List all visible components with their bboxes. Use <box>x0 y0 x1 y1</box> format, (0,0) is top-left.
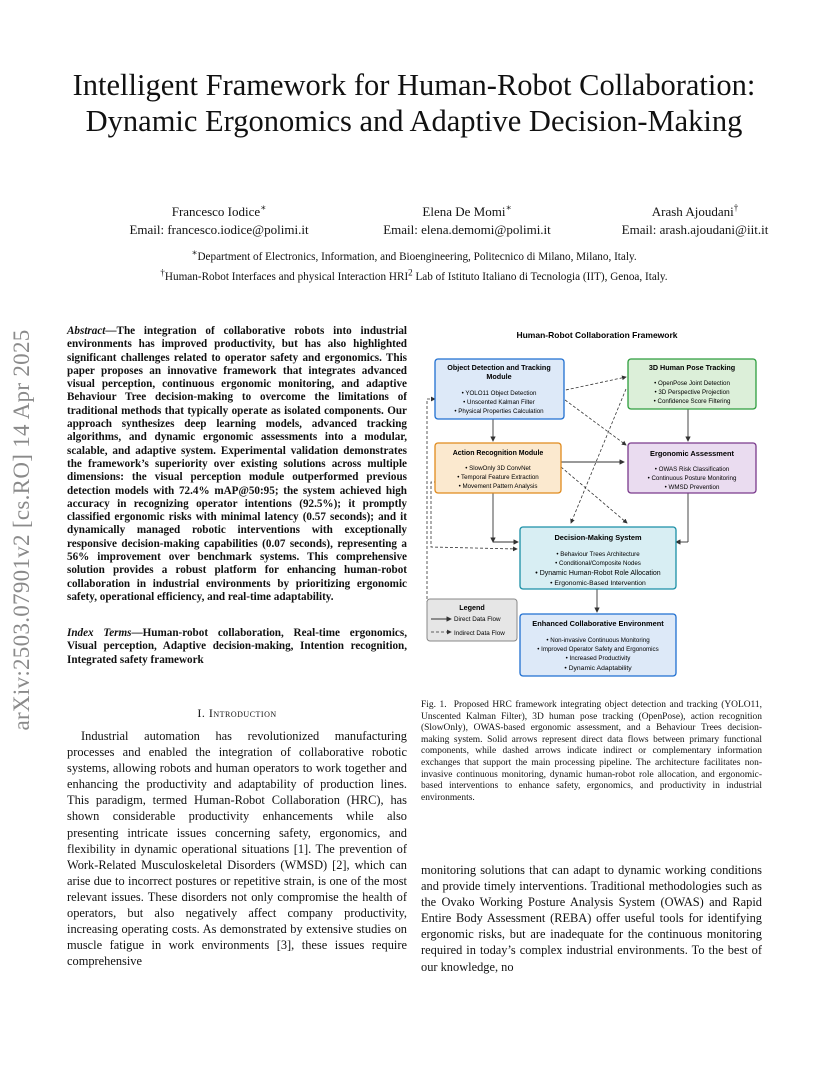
enhanced-title: Enhanced Collaborative Environment <box>532 619 664 628</box>
action-item: • Temporal Feature Extraction <box>457 474 539 481</box>
decision-item: • Conditional/Composite Nodes <box>555 560 641 567</box>
abstract-label: Abstract <box>67 325 106 337</box>
framework-figure <box>421 327 767 687</box>
action-box <box>435 443 561 493</box>
action-item: • Movement Pattern Analysis <box>458 483 538 490</box>
ergonomic-title: Ergonomic Assessment <box>650 449 734 458</box>
affiliation-mark: † <box>160 267 165 278</box>
index-terms-text: —Human-robot collaboration, Real-time ergonomics, Visual perception, Adaptive decision-making, Intention recognition, Integrated safety framework <box>67 627 407 666</box>
affiliation-2 <box>60 267 768 283</box>
index-terms-label: Index Terms <box>67 627 132 639</box>
legend-indirect: Indirect Data Flow <box>454 630 505 637</box>
arxiv-sidebar <box>2 290 42 770</box>
legend-direct: Direct Data Flow <box>454 616 501 623</box>
pose-item: • 3D Perspective Projection <box>654 389 730 396</box>
author-email: Email: arash.ajoudani@iit.it <box>621 222 769 238</box>
legend-title: Legend <box>459 603 485 612</box>
ergonomic-item: • OWAS Risk Classification <box>654 466 730 473</box>
ergonomic-item: • Continuous Posture Monitoring <box>647 475 737 482</box>
enhanced-item: • Non-invasive Continuous Monitoring <box>546 637 650 644</box>
author-mark: † <box>733 202 739 213</box>
decision-item: • Dynamic Human-Robot Role Allocation <box>535 570 661 577</box>
detection-item: • YOLO11 Object Detection <box>461 390 537 397</box>
index-terms <box>67 627 407 667</box>
dashed-legend-loop <box>427 399 439 627</box>
section-number: I. <box>197 706 206 720</box>
ergonomic-item: • WMSD Prevention <box>664 484 720 491</box>
detection-title-2: Module <box>486 372 512 381</box>
author-mark: ∗ <box>505 202 512 213</box>
dashed-pose-decision <box>571 389 626 523</box>
caption-text: Proposed HRC framework integrating object detection and tracking (YOLO11, Unscented Kalman Filter), 3D human pose tracking (OpenPose), action recognition (SlowOnly), OWAS-based ergonomic assessment, and a Behaviour Trees decision-making system. Solid arrows represent direct data flows between primary functional components, while dashed arrows indicate indirect or complementary information exchanges that support the main processing pipeline. The architecture facilitates non-invasive continuous monitoring, dynamic human-robot role allocation, and ergonomic-based interventions to enhance safety, ergonomics, and productivity in industrial environments. <box>421 700 763 803</box>
author-name: Elena De Momi <box>422 204 506 219</box>
action-item: • SlowOnly 3D ConvNet <box>465 465 531 472</box>
enhanced-item: • Dynamic Adaptability <box>564 665 632 672</box>
author-mark: ∗ <box>260 202 267 213</box>
enhanced-item: • Improved Operator Safety and Ergonomics <box>537 646 659 653</box>
pose-item: • OpenPose Joint Detection <box>654 380 730 387</box>
intro-right-column <box>421 862 762 975</box>
author-email: Email: elena.demomi@polimi.it <box>383 222 551 238</box>
decision-item: • Behaviour Trees Architecture <box>556 551 640 558</box>
author-name: Arash Ajoudani <box>651 204 734 219</box>
pose-item: • Confidence Score Filtering <box>653 398 731 405</box>
section-title: Introduction <box>208 706 277 720</box>
author-2 <box>352 203 582 239</box>
affiliation-1 <box>60 247 768 263</box>
dashed-detection-pose <box>561 377 626 391</box>
abstract-text: —The integration of collaborative robots into industrial environments has improved productivity, but has also highlighted significant challenges related to operator safety and ergonomics. This paper proposes an innovative framework that integrates advanced visual perception, continuous ergonomic monitoring, and adaptive Behaviour Tree decision-making to overcome the limitations of traditional methods that typically operate as isolated components. Our approach synthesizes deep learning models, advanced tracking algorithms, and dynamic ergonomic assessments into a modular, scalable, and adaptive system. Experimental validation demonstrates the framework’s superiority over existing solutions across multiple dimensions: the visual perception module outperformed previous detection models with 72.4% mAP@50:95; the system achieved high accuracy in recognizing operator intentions (92.5%); it promptly classified ergonomic risks with minimal latency (0.57 seconds); and it dynamically managed robotic interventions with exceptionally responsive decision-making capabilities (0.07 seconds), representing a 56% improvement over benchmark systems. This comprehensive solution provides a robust platform for enhancing human-robot collaboration in industrial environments by prioritizing ergonomic safety, operational efficiency, and real-time adaptability. <box>67 325 407 603</box>
figure-caption <box>421 700 762 804</box>
intro-left-column <box>67 728 407 969</box>
figure-title: Human-Robot Collaboration Framework <box>516 330 678 340</box>
detection-item: • Unscented Kalman Filter <box>463 399 535 406</box>
author-1 <box>104 203 334 239</box>
detection-title: Object Detection and Tracking <box>447 363 551 372</box>
dashed-action-decision <box>561 467 627 523</box>
paper-title: Intelligent Framework for Human-Robot Collaboration: Dynamic Ergonomics and Adaptive Decision-Making <box>72 68 756 138</box>
affiliation-text-end: Lab of Istituto Italiano di Tecnologia (IIT), Genoa, Italy. <box>412 271 668 283</box>
author-3 <box>580 203 810 239</box>
dashed-detection-ergonomic <box>561 397 626 445</box>
legend-box <box>427 599 517 641</box>
pose-title: 3D Human Pose Tracking <box>648 363 736 372</box>
framework-diagram <box>421 327 767 687</box>
author-email: Email: francesco.iodice@polimi.it <box>129 222 309 238</box>
intro-paragraph: Industrial automation has revolutionized manufacturing processes and enabled the integration of collaborative robotic systems, allowing robots and human operators to work together and enhancing the productivity and adaptability of production lines. This paradigm, termed Human-Robot Collaboration (HRC), has shown considerable productivity enhancements while also presenting intricate issues concerning safety, ergonomics, and flexibility in dynamic operational situations [1]. The prevention of Work-Related Musculoskeletal Disorders (WMSD) [2], which can arise due to incorrect postures or repetitive strain, is one of the most relevant issues. These disorders not only compromise the health of operators, but also negatively affect company productivity, increasing operating costs. As demonstrated by extensive studies on muscle fatigue in work environments [3], these issues require comprehensive <box>67 729 407 969</box>
affiliation-mark: ∗ <box>191 247 198 258</box>
detection-box <box>435 359 564 419</box>
enhanced-item: • Increased Productivity <box>565 655 631 662</box>
arxiv-id: arXiv:2503.07901v2 [cs.RO] 14 Apr 2025 <box>9 329 34 731</box>
enhanced-box <box>520 614 676 676</box>
pose-box <box>628 359 756 409</box>
decision-item: • Ergonomic-Based Intervention <box>550 580 646 587</box>
affiliation-text: Human-Robot Interfaces and physical Interaction HRI <box>164 271 409 283</box>
intro-paragraph-continued: monitoring solutions that can adapt to dynamic working conditions and provide timely interventions. Traditional methodologies such as the Ovako Working Posture Analysis System (OWAS) and Rapid Entire Body Assessment (REBA) offer useful tools for identifying ergonomic risks, but are inadequate for the continuous monitoring required in today’s complex industrial environments. To the best of our knowledge, no <box>421 863 762 974</box>
section-heading <box>67 706 407 721</box>
author-name: Francesco Iodice <box>171 204 261 219</box>
action-title: Action Recognition Module <box>452 450 544 457</box>
abstract <box>67 325 407 604</box>
ergonomic-box <box>628 443 756 493</box>
affiliation-sup: 2 <box>408 267 413 278</box>
decision-box <box>520 527 676 589</box>
affiliation-text: Department of Electronics, Information, and Bioengineering, Politecnico di Milano, Milano, Italy. <box>197 251 637 263</box>
detection-item: • Physical Properties Calculation <box>454 408 544 415</box>
decision-title: Decision-Making System <box>554 533 642 542</box>
caption-label: Fig. 1. <box>421 700 447 710</box>
